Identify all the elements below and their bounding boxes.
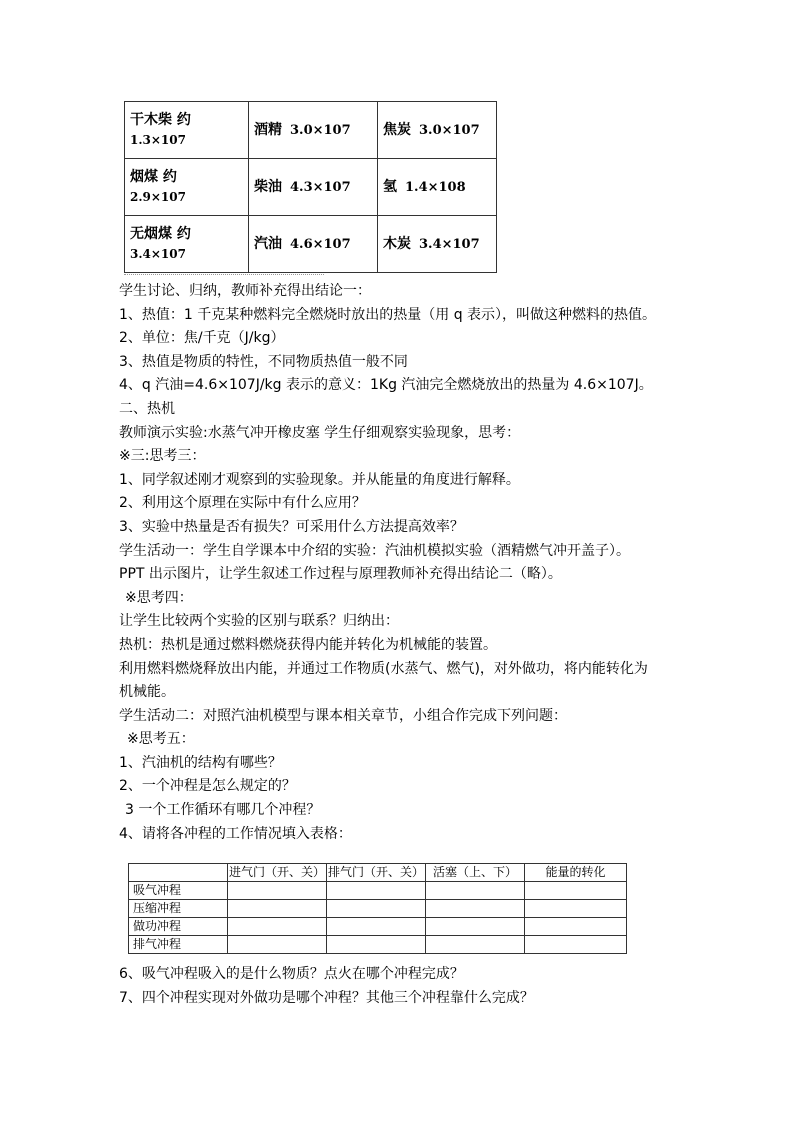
fuel-name: 氢: [383, 178, 397, 195]
column-header: 进气门（开、关）: [228, 864, 327, 882]
row-label: 压缩冲程: [129, 900, 228, 918]
fuel-value: 3.0×107: [419, 122, 480, 138]
column-header: [129, 864, 228, 882]
fuel-name: 烟煤 约: [130, 169, 177, 185]
paragraph: 教师演示实验:水蒸气冲开橡皮塞 学生仔细观察实验现象，思考：: [119, 424, 521, 441]
blank-cell: [525, 918, 627, 936]
fuel-name: 柴油: [254, 178, 282, 195]
fuel-name: 木炭: [383, 235, 411, 252]
paragraph: 利用燃料燃烧释放出内能，并通过工作物质(水蒸气、燃气)，对外做功，将内能转化为: [119, 660, 648, 677]
paragraph: 学生活动一：学生自学课本中介绍的实验：汽油机模拟实验（酒精燃气冲开盖子）。: [119, 542, 630, 559]
blank-cell: [228, 882, 327, 900]
paragraph: PPT 出示图片，让学生叙述工作过程与原理教师补充得出结论二（略）。: [119, 566, 562, 583]
fuel-cell: [125, 102, 249, 159]
paragraph: 3、实验中热量是否有损失？可采用什么方法提高效率？: [119, 518, 464, 535]
column-header: 活塞（上、下）: [426, 864, 525, 882]
fuel-value: 4.3×107: [290, 179, 351, 195]
divider: [124, 274, 324, 277]
fuel-name: 汽油: [254, 235, 282, 252]
paragraph: 3、热值是物质的特性，不同物质热值一般不同: [119, 353, 408, 370]
column-header: 排气门（开、关）: [327, 864, 426, 882]
blank-cell: [525, 882, 627, 900]
blank-cell: [327, 900, 426, 918]
paragraph: ※三:思考三：: [119, 448, 206, 465]
blank-cell: [228, 900, 327, 918]
column-header: 能量的转化: [525, 864, 627, 882]
fuel-value: 3.0×107: [290, 122, 351, 138]
fuel-cell: [378, 216, 497, 273]
fuel-cell: [249, 159, 378, 216]
lesson-questions: [119, 962, 689, 1010]
blank-cell: [426, 918, 525, 936]
paragraph: 1、同学叙述刚才观察到的实验现象。并从能量的角度进行解释。: [119, 471, 520, 488]
paragraph: 2、一个冲程是怎么规定的？: [119, 778, 296, 795]
fuel-heat-value-table: [124, 101, 497, 273]
table-row: [129, 900, 627, 918]
paragraph: 4、请将各冲程的工作情况填入表格：: [119, 825, 352, 842]
row-label: 排气冲程: [129, 936, 228, 954]
paragraph: 7、四个冲程实现对外做功是哪个冲程？其他三个冲程靠什么完成？: [119, 990, 534, 1006]
fuel-name: 焦炭: [383, 121, 411, 138]
table-row: [125, 216, 497, 273]
blank-cell: [327, 918, 426, 936]
paragraph: 学生讨论、归纳，教师补充得出结论一：: [119, 283, 371, 299]
paragraph: 1、热值：1 千克某种燃料完全燃烧时放出的热量（用 q 表示），叫做这种燃料的热值。: [119, 306, 657, 323]
fuel-value: 1.3×107: [130, 133, 186, 147]
fuel-name: 干木柴 约: [130, 112, 191, 128]
blank-cell: [426, 936, 525, 954]
paragraph: 学生活动二：对照汽油机模型与课本相关章节，小组合作完成下列问题：: [119, 707, 567, 724]
fuel-value: 3.4×107: [419, 236, 480, 252]
fuel-name: 无烟煤 约: [130, 226, 191, 242]
table-row: [129, 918, 627, 936]
table-row: [129, 936, 627, 954]
table-row: [129, 882, 627, 900]
paragraph: 2、单位：焦/千克（J/kg）: [119, 330, 285, 347]
stroke-work-table: [128, 863, 627, 954]
row-label: 吸气冲程: [129, 882, 228, 900]
paragraph: 机械能。: [119, 684, 175, 701]
paragraph: ※思考四：: [125, 589, 193, 606]
lesson-body: [119, 280, 689, 846]
table-header-row: [129, 864, 627, 882]
paragraph: ※思考五：: [127, 731, 195, 748]
paragraph: 热机：热机是通过燃料燃烧获得内能并转化为机械能的装置。: [119, 636, 497, 653]
paragraph: 2、利用这个原理在实际中有什么应用？: [119, 495, 366, 512]
fuel-cell: [378, 102, 497, 159]
fuel-value: 4.6×107: [290, 236, 351, 252]
blank-cell: [426, 900, 525, 918]
blank-cell: [525, 936, 627, 954]
fuel-value: 3.4×107: [130, 247, 186, 261]
paragraph: 6、吸气冲程吸入的是什么物质？点火在哪个冲程完成？: [119, 966, 464, 982]
blank-cell: [228, 936, 327, 954]
fuel-cell: [249, 216, 378, 273]
fuel-value: 2.9×107: [130, 190, 186, 204]
blank-cell: [525, 900, 627, 918]
table-row: [125, 102, 497, 159]
fuel-value: 1.4×108: [405, 179, 466, 195]
blank-cell: [327, 936, 426, 954]
paragraph: 3 一个工作循环有哪几个冲程？: [125, 802, 321, 819]
blank-cell: [327, 882, 426, 900]
table-row: [125, 159, 497, 216]
fuel-cell: [249, 102, 378, 159]
blank-cell: [228, 918, 327, 936]
paragraph: 4、q 汽油=4.6×107J/kg 表示的意义：1Kg 汽油完全燃烧放出的热量为 4.6×107J。: [119, 377, 653, 394]
paragraph: 1、汽油机的结构有哪些？: [119, 754, 282, 771]
section-heading: 二、热机: [119, 400, 175, 417]
fuel-name: 酒精: [254, 121, 282, 138]
blank-cell: [426, 882, 525, 900]
paragraph: 让学生比较两个实验的区别与联系？归纳出：: [119, 613, 399, 630]
fuel-cell: [378, 159, 497, 216]
row-label: 做功冲程: [129, 918, 228, 936]
fuel-cell: [125, 216, 249, 273]
fuel-cell: [125, 159, 249, 216]
